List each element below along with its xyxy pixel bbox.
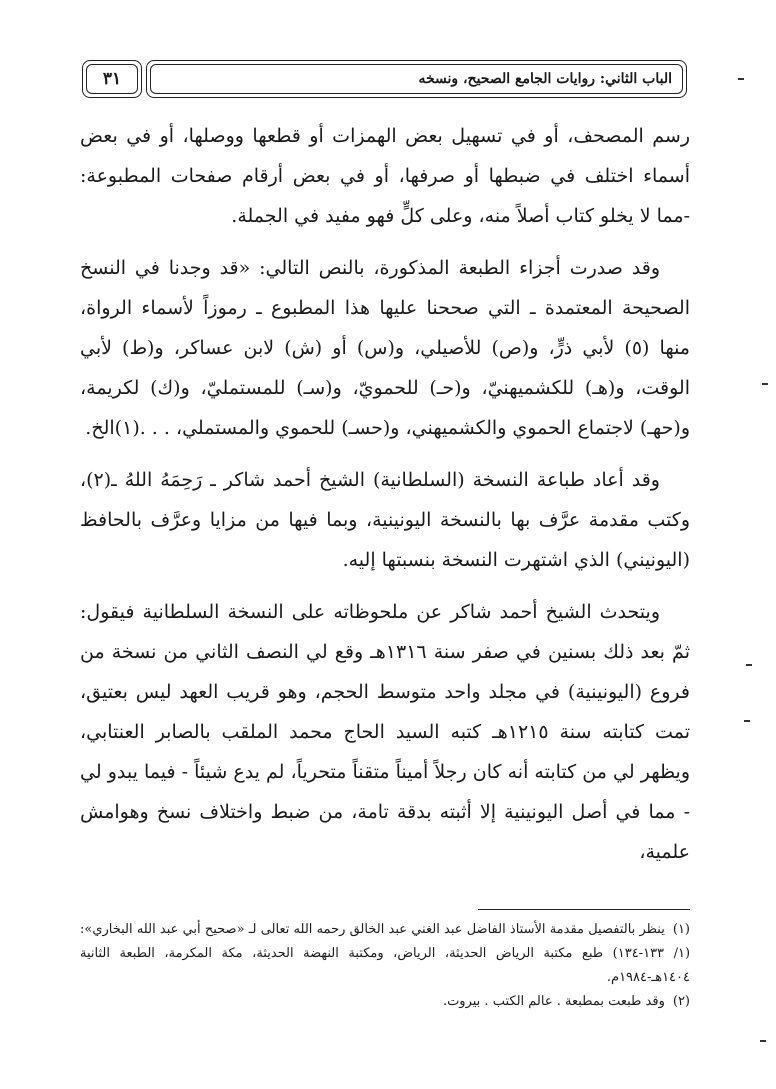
body-text <box>80 116 690 884</box>
paragraph-4: ويتحدث الشيخ أحمد شاكر عن ملحوظاته على النسخة السلطانية فيقول: ثمّ بعد ذلك بسنين في صفر سنة ١٣١٦هـ وقع لي النصف الثاني من نسخة من فروع (اليونينية) في مجلد واحد متوسط الحجم، وهو قريب العهد ليس بعتيق، تمت كتابته سنة ١٢١٥هـ كتبه السيد الحاج محمد الملقب بالصابر العنتابي، ويظهر لي من كتابته أنه كان رجلاً أميناً متقناً متحرياً، لم يدع شيئاً - فيما يبدو لي - مما في أصل اليونينية إلا أثبته بدقة تامة، من ضبط واختلاف نسخ وهوامش علمية، <box>80 601 690 863</box>
page-header <box>82 60 687 102</box>
footnote-1-text: ينظر بالتفصيل مقدمة الأستاذ الفاضل عبد الغني عبد الخالق رحمه الله تعالى لـ «صحيح أبي عبد الله البخاري»: (١/ ١٣٣-١٣٤) طبع مكتبة الرياض الحديثة، الرياض، ومكتبة النهضة الحديثة، مكة المكرمة، الطبعة الثانية ١٤٠٤هـ-١٩٨٤م. <box>80 922 691 985</box>
footnote-2 <box>80 990 690 1014</box>
footnote-2-text: وقد طبعت بمطبعة . عالم الكتب . بيروت. <box>442 994 665 1009</box>
paragraph-1: رسم المصحف، أو في تسهيل بعض الهمزات أو قطعها ووصلها، أو في بعض أسماء اختلف في ضبطها أو صرفها، أو في بعض أرقام صفحات المطبوعة: -مما لا يخلو كتاب أصلاً منه، وعلى كلٍّ فهو مفيد في الجملة. <box>80 125 690 227</box>
chapter-title-box <box>146 60 687 98</box>
footnote-2-number: (٢) <box>672 994 690 1009</box>
page-number: ٣١ <box>86 64 138 94</box>
paragraph-2: وقد صدرت أجزاء الطبعة المذكورة، بالنص التالي: «قد وجدنا في النسخ الصحيحة المعتمدة ـ التي صححنا عليها هذا المطبوع ـ رموزاً لأسماء الرواة، منها (٥) لأبي ذرٍّ، و(ص) للأصيلي، و(س) أو (ش) لابن عساكر، و(ط) لأبي الوقت، و(هـ) للكشميهنيّ، و(حـ) للحمويّ، و(سـ) للمستمليّ، و(ك) لكريمة، و(حهـ) لاجتماع الحموي والكشميهني، و(حسـ) للحموي والمستملي، . . .(١)الخ. <box>80 257 690 439</box>
footnote-1-number: (١) <box>672 922 690 937</box>
margin-mark <box>760 1040 766 1042</box>
margin-mark <box>744 720 750 722</box>
paragraph-3: وقد أعاد طباعة النسخة (السلطانية) الشيخ أحمد شاكر ـ رَحِمَهُ اللهُ ـ(٢)، وكتب مقدمة عرَّف بها بالنسخة اليونينية، وبما فيها من مزايا وعرَّف بالحافظ (اليونيني) الذي اشتهرت النسخة بنسبتها إليه. <box>80 469 690 571</box>
chapter-title: الباب الثاني: روايات الجامع الصحيح، ونسخه <box>150 64 683 94</box>
margin-mark <box>762 383 768 385</box>
margin-mark <box>738 78 744 80</box>
page-number-box <box>82 60 142 98</box>
footnote-1 <box>80 918 690 990</box>
footnotes <box>80 918 690 1014</box>
margin-mark <box>746 664 752 666</box>
footnote-divider <box>478 909 690 910</box>
